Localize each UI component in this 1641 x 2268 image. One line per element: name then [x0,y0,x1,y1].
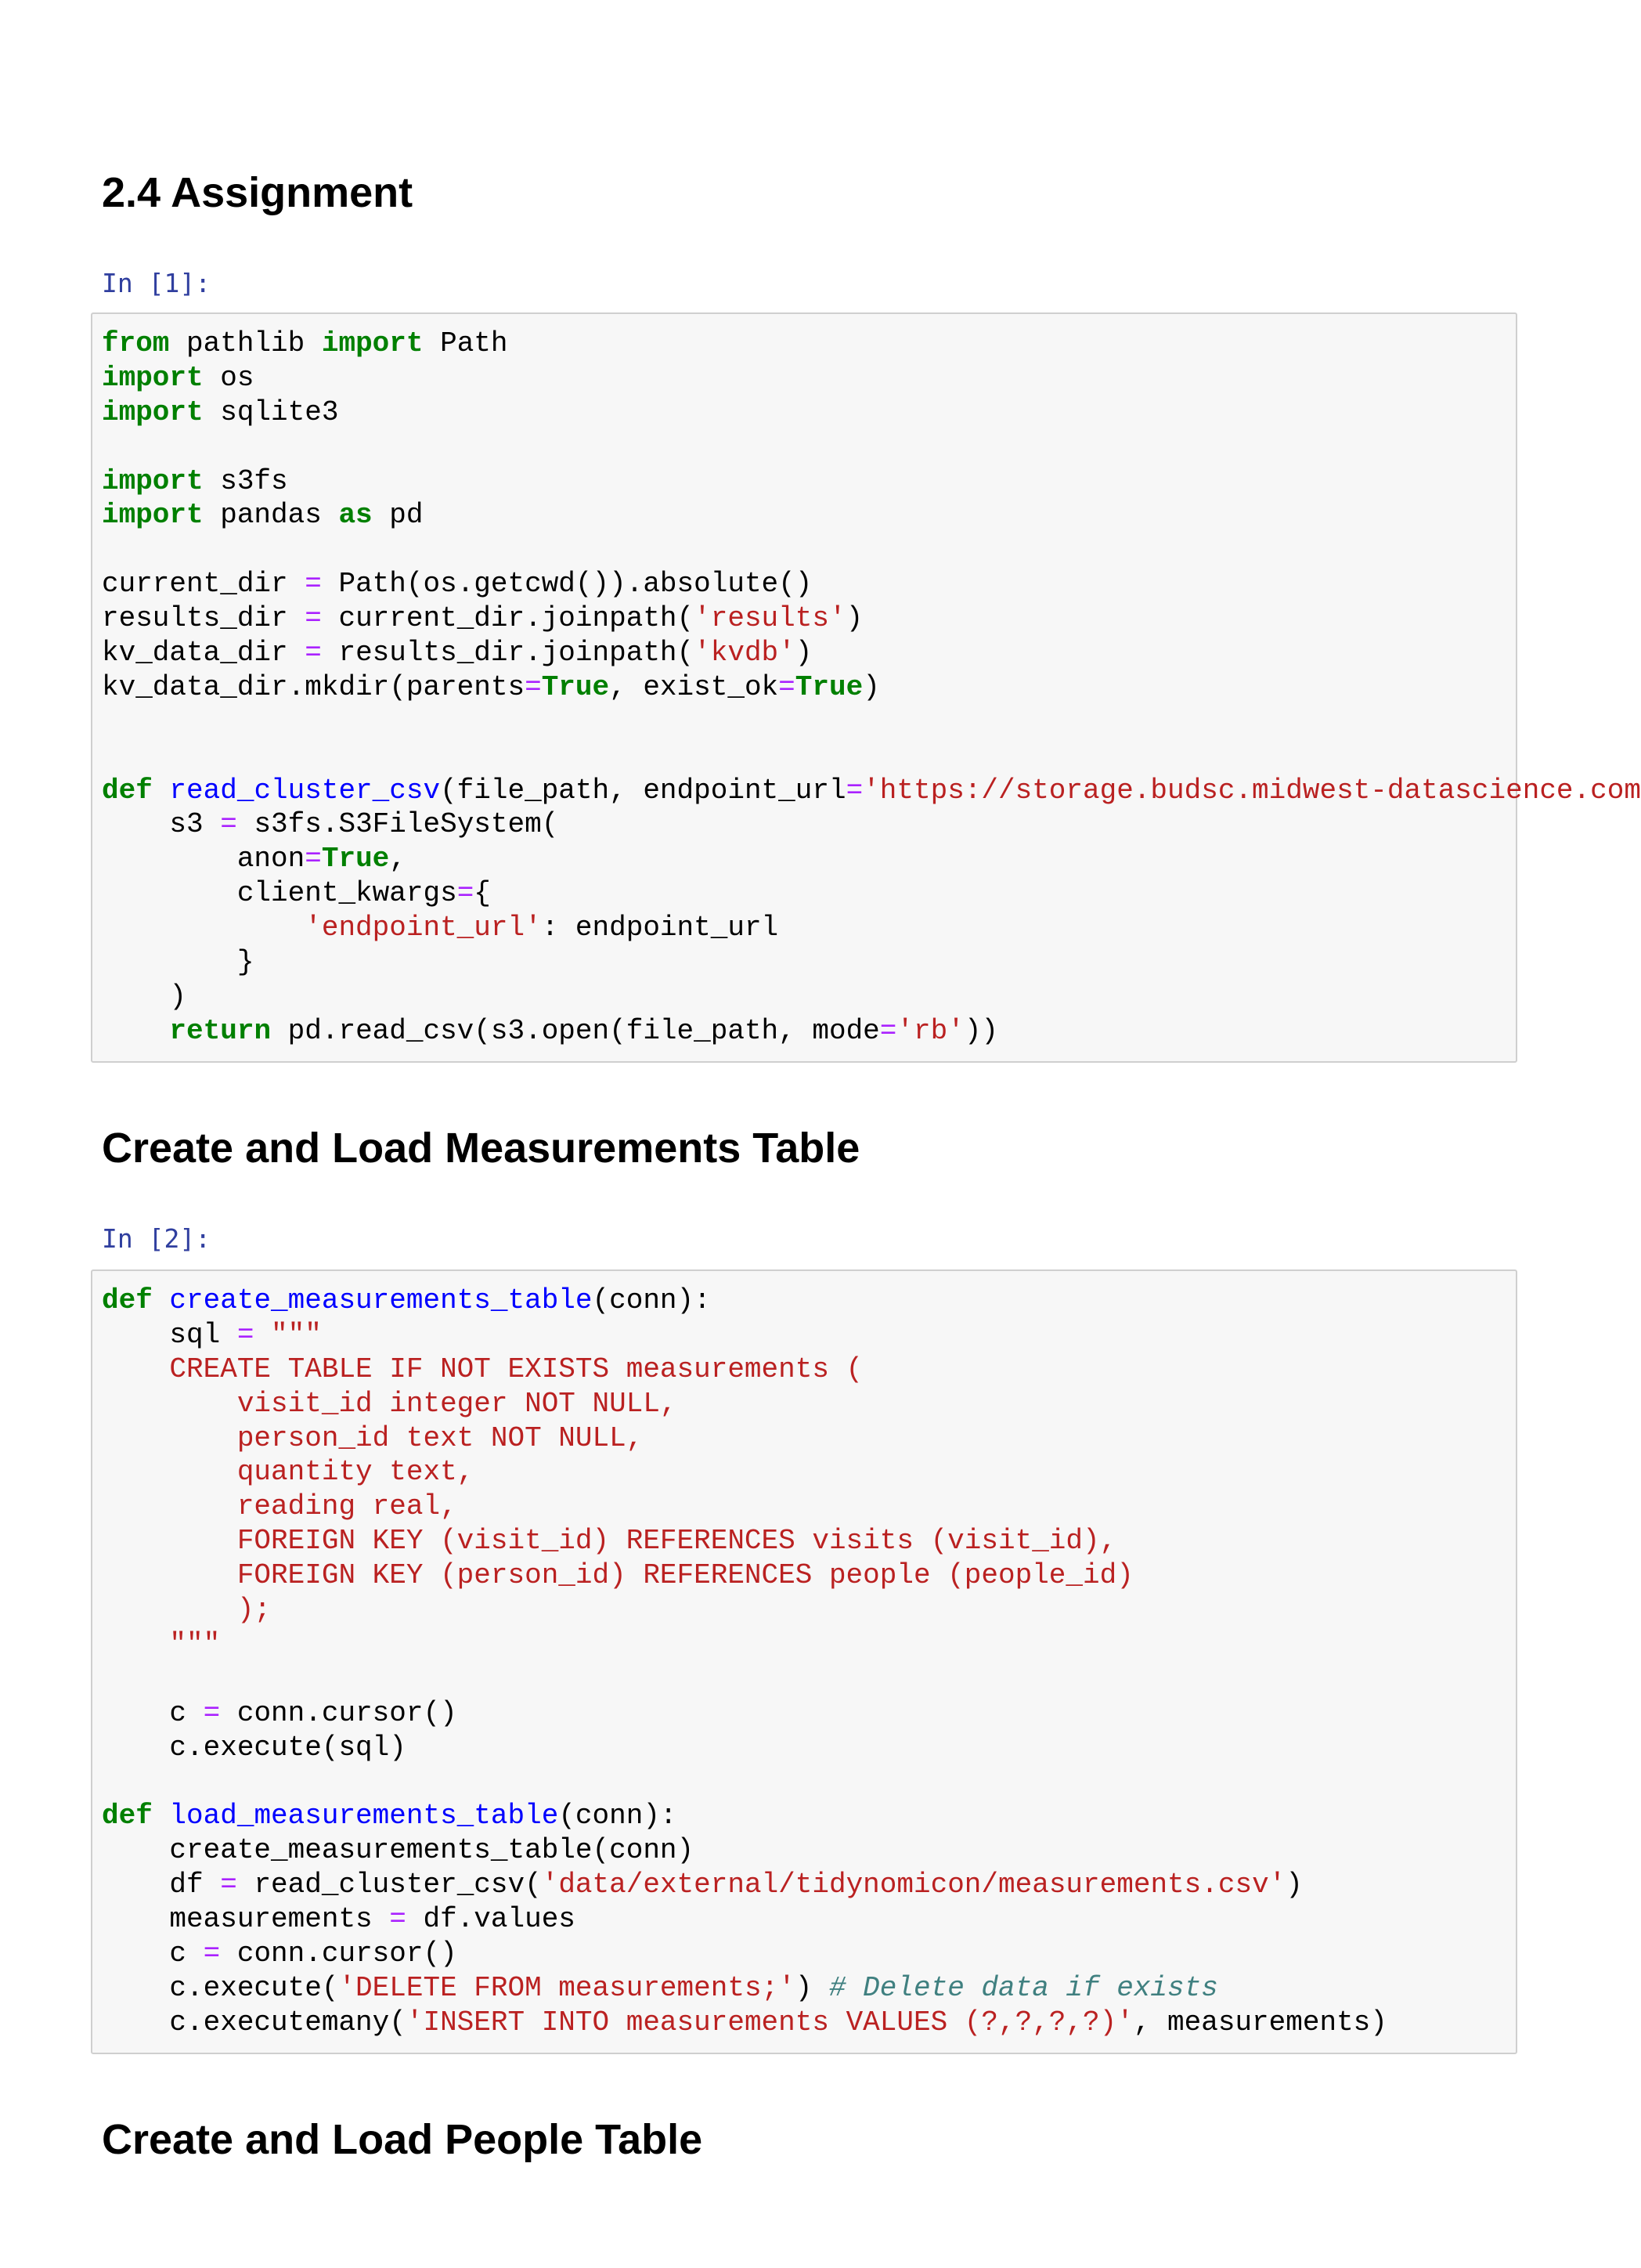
code-token [254,1319,271,1351]
code-token: pathlib [169,327,322,359]
cell-prompt-1: In [1]: [102,268,211,298]
code-token: def [102,1800,153,1833]
code-line [102,601,1516,636]
code-token: True [541,670,610,703]
code-token: = [203,1696,221,1729]
code-token: = [305,568,322,601]
code-token: # Delete data if exists [828,1971,1218,2004]
code-token: kv_data_dir [102,637,305,670]
code-line [102,1833,1516,1868]
code-token: = [236,1318,254,1351]
code-token: read_cluster_csv [169,774,441,807]
code-token: person_id text NOT NULL, [102,1421,644,1454]
code-token: os [203,361,254,394]
code-token: (file_path, endpoint_url [440,774,846,807]
code-line [102,980,1516,1014]
code-line [102,739,1516,774]
code-token: c.execute( [102,1971,339,2004]
code-token: Path [423,327,508,359]
code-line [102,1902,1516,1937]
code-line [102,1662,1516,1696]
code-token: s3fs.S3FileSystem( [236,808,559,841]
code-line [102,1524,1516,1558]
code-token: 'INSERT INTO measurements VALUES (?,?,?,?)' [406,2006,1134,2039]
code-token: CREATE TABLE IF NOT EXISTS measurements ( [102,1352,864,1385]
code-token: = [305,602,322,635]
code-token [153,1284,170,1316]
code-line [102,911,1516,945]
code-token: conn.cursor() [220,1696,457,1729]
code-line [102,1937,1516,1971]
code-token: anon [102,843,305,876]
code-line [102,1387,1516,1421]
code-line [102,670,1516,705]
code-line [102,1971,1516,2006]
code-token: sql [102,1318,237,1351]
code-token: = [846,774,864,807]
code-token: = [456,877,474,910]
code-token: def [102,1284,153,1316]
code-token: = [525,670,542,703]
code-token: as [338,499,373,532]
code-line [102,1490,1516,1524]
code-line [102,1318,1516,1352]
code-token: = [389,1903,406,1936]
code-token: : endpoint_url [541,912,779,944]
code-token: 'data/external/tidynomicon/measurements.csv' [541,1869,1286,1901]
code-token: return [169,1014,272,1047]
code-token: ) [795,1971,829,2004]
code-token: pd [372,499,424,532]
code-token: , measurements) [1133,2006,1387,2039]
code-token: import [102,464,204,497]
code-line [102,1455,1516,1490]
section-heading-people: Create and Load People Table [102,2116,703,2163]
code-token: s3 [102,808,221,841]
code-token: Path(os.getcwd()).absolute() [321,568,813,601]
code-line [102,1868,1516,1902]
code-token: 'https://storage.budsc.midwest-datascience.com [863,774,1641,807]
code-token: sqlite3 [203,395,339,428]
code-line [102,705,1516,739]
section-heading-measurements: Create and Load Measurements Table [102,1125,860,1172]
code-line [102,395,1516,430]
code-token: ) [795,637,813,670]
code-line [102,945,1516,980]
code-token: 'rb' [896,1014,965,1047]
section-heading-assignment: 2.4 Assignment [102,169,413,216]
code-cell-1[interactable] [91,312,1641,1063]
code-token: results_dir.joinpath( [321,637,694,670]
code-token: True [795,670,864,703]
code-token: import [102,395,204,428]
code-line [102,842,1516,876]
code-token: client_kwargs [102,877,457,910]
code-token: conn.cursor() [220,1937,457,1970]
code-token: measurements [102,1903,390,1936]
code-token: current_dir.joinpath( [321,602,694,635]
code-line [102,1799,1516,1833]
code-token: 'kvdb' [694,637,795,670]
code-token: c.executemany( [102,2006,406,2039]
code-token: } [102,946,254,979]
code-token: reading real, [102,1490,457,1523]
code-line [102,636,1516,670]
code-token: , exist_ok [609,670,779,703]
code-token: read_cluster_csv( [236,1869,542,1901]
code-line [102,1731,1516,1765]
code-token: current_dir [102,568,305,601]
code-token [102,912,305,944]
code-token: True [321,843,390,876]
code-token: df.values [406,1903,575,1936]
code-token [153,1800,170,1832]
code-token: c [102,1696,204,1729]
code-token: = [220,1869,237,1901]
code-token: = [203,1937,221,1970]
code-line [102,807,1516,842]
code-token: create_measurements_table(conn) [102,1834,694,1867]
code-cell-1-source[interactable] [92,314,1641,1049]
code-token: pandas [203,499,339,532]
code-token: import [102,361,204,394]
code-cell-2[interactable] [91,1269,1517,2054]
code-line [102,361,1516,395]
code-token: c.execute(sql) [102,1731,406,1764]
code-token: 'endpoint_url' [305,912,542,944]
code-line [102,1764,1516,1799]
code-line [102,327,1516,361]
code-token: quantity text, [102,1456,474,1489]
code-line [102,567,1516,601]
code-line [102,1696,1516,1731]
code-line [102,533,1516,567]
code-token: (conn): [558,1800,677,1833]
code-token: { [474,877,491,910]
code-line [102,1593,1516,1627]
code-token: (conn): [592,1284,711,1316]
code-token: """ [102,1627,221,1660]
code-token: = [778,670,795,703]
code-token: ) [863,670,880,703]
code-token [102,1015,169,1047]
code-token: """ [271,1318,322,1351]
code-line [102,1014,1516,1049]
code-cell-2-source[interactable] [92,1271,1516,2040]
code-token: s3fs [203,464,288,497]
code-token: 'results' [694,602,846,635]
code-line [102,1421,1516,1456]
code-line [102,430,1516,464]
code-line [102,1284,1516,1318]
code-line [102,774,1641,808]
code-line [102,1627,1516,1662]
code-token: 'DELETE FROM measurements;' [338,1971,795,2004]
code-token: ) [846,602,864,635]
code-token: = [879,1014,897,1047]
code-line [102,464,1516,499]
code-line [102,1352,1516,1387]
code-token: results_dir [102,602,305,635]
code-token: c [102,1937,204,1970]
code-token: pd.read_csv(s3.open(file_path, mode [271,1014,880,1047]
code-token: create_measurements_table [169,1284,593,1316]
code-line [102,498,1516,533]
code-token: , [389,843,406,876]
code-token: from [102,327,170,359]
code-token: ); [102,1594,272,1627]
code-token: FOREIGN KEY (person_id) REFERENCES people (people_id) [102,1559,1134,1592]
code-token: )) [964,1014,999,1047]
code-token: = [305,843,322,876]
code-token: FOREIGN KEY (visit_id) REFERENCES visits (visit_id), [102,1525,1117,1558]
code-token: df [102,1869,221,1901]
code-token: = [305,637,322,670]
code-token: load_measurements_table [169,1800,559,1833]
code-token: import [321,327,424,359]
code-token: def [102,774,153,807]
code-token: import [102,499,204,532]
code-token [153,775,170,807]
cell-prompt-2: In [2]: [102,1223,211,1254]
code-token: = [220,808,237,841]
code-line [102,1558,1516,1593]
code-line [102,876,1516,911]
code-token: visit_id integer NOT NULL, [102,1387,677,1420]
code-token: kv_data_dir.mkdir(parents [102,670,525,703]
code-token: ) [102,980,187,1013]
code-token: ) [1286,1869,1303,1901]
code-line [102,2006,1516,2040]
